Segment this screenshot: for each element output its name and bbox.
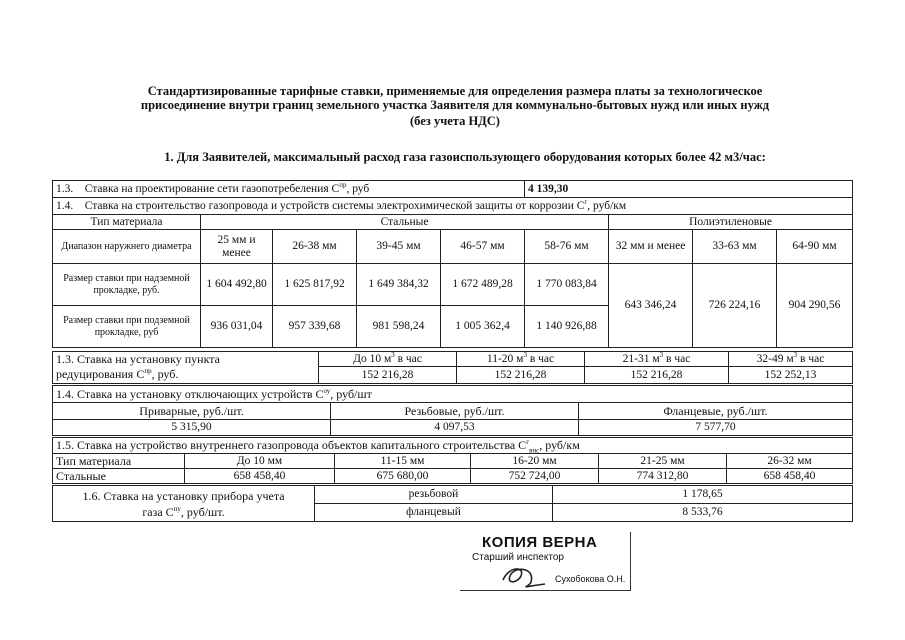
material-header: Тип материала (53, 215, 201, 230)
poly-size-cell: 33-63 мм (693, 230, 777, 264)
above-ground-label: Размер ставки при надземной прокладке, руб. (53, 264, 201, 306)
doc-title-line3: (без учета НДС) (410, 114, 500, 128)
design-rate-label: 1.3. Ставка на проектирование сети газопотребеления $С^{пр}$, руб (53, 181, 525, 198)
signature-mark (495, 562, 555, 590)
poly-value: 726 224,16 (693, 264, 777, 348)
internal-value: 658 458,40 (185, 469, 335, 484)
reducing-range: 32-49 $м^3$ в час (729, 352, 853, 367)
doc-title-line2: присоединение внутри границ земельного участка Заявителя для коммунально-бытовых нужд или иных нужд (140, 98, 770, 112)
steel-size-cell: 46-57 мм (441, 230, 525, 264)
reducing-value: 152 216,28 (319, 367, 457, 384)
steel-size-cell: 26-38 мм (273, 230, 357, 264)
internal-value: 675 680,00 (335, 469, 471, 484)
shutoff-label: 1.4. Ставка на установку отключающих устройств $С^{оу}$, руб/шт (53, 386, 853, 403)
internal-size: 11-15 мм (335, 454, 471, 469)
above-ground-value: 1 770 083,84 (525, 264, 609, 306)
stamp-name: Сухобокова О.Н. (555, 574, 626, 584)
steel-size-cell: 25 мм и менее (201, 230, 273, 264)
poly-size-cell: 32 мм и менее (609, 230, 693, 264)
internal-material: Стальные (53, 469, 185, 484)
reducing-value: 152 216,28 (457, 367, 585, 384)
doc-title-line1: Стандартизированные тарифные ставки, применяемые для определения размера платы за технологическое (147, 84, 763, 98)
poly-value: 904 290,56 (777, 264, 853, 348)
above-ground-value: 1 625 817,92 (273, 264, 357, 306)
shutoff-header: Приварные, руб./шт. (53, 403, 331, 420)
internal-material-header: Тип материала (53, 454, 185, 469)
internal-size: 16-20 мм (471, 454, 599, 469)
underground-value: 1 005 362,4 (441, 306, 525, 348)
internal-size: 21-25 мм (599, 454, 727, 469)
internal-value: 658 458,40 (727, 469, 853, 484)
meter-type: резьбовой (315, 486, 553, 504)
steel-header: Стальные (201, 215, 609, 230)
above-ground-value: 1 672 489,28 (441, 264, 525, 306)
above-ground-value: 1 649 384,32 (357, 264, 441, 306)
meter-value: 1 178,65 (553, 486, 853, 504)
row-material-type (53, 215, 853, 230)
underground-value: 936 031,04 (201, 306, 273, 348)
row-above-ground (53, 264, 853, 306)
certified-copy-stamp (460, 532, 631, 591)
shutoff-value: 4 097,53 (331, 420, 579, 436)
above-ground-value: 1 604 492,80 (201, 264, 273, 306)
reducing-value: 152 252,13 (729, 367, 853, 384)
poly-value: 643 346,24 (609, 264, 693, 348)
reducing-range: 21-31 $м^3$ в час (585, 352, 729, 367)
reducing-range: До 10 $м^3$ в час (319, 352, 457, 367)
meter-type: фланцевый (315, 504, 553, 522)
design-rate-value: 4 139,30 (525, 181, 853, 198)
row-1-3-design (53, 181, 853, 198)
meter-label: 1.6. Ставка на установку прибора учета газа $С^{пу}$, руб/шт. (53, 486, 315, 522)
tariff-table-pipes (52, 180, 853, 348)
poly-size-cell: 64-90 мм (777, 230, 853, 264)
tariff-table-internal (52, 437, 853, 484)
underground-value: 957 339,68 (273, 306, 357, 348)
internal-size: До 10 мм (185, 454, 335, 469)
internal-label: 1.5. Ставка на устройство внутреннего газопровода объектов капитального строительства $С^г_{внс}$, руб/км (53, 438, 853, 454)
row-1-4-construction (53, 198, 853, 215)
internal-size: 26-32 мм (727, 454, 853, 469)
steel-size-cell: 58-76 мм (525, 230, 609, 264)
tariff-table-reducing (52, 351, 853, 384)
meter-value: 8 533,76 (553, 504, 853, 522)
tariff-table-shutoff (52, 385, 853, 436)
shutoff-header: Резьбовые, руб./шт. (331, 403, 579, 420)
construction-rate-label: 1.4. Ставка на строительство газопровода и устройств системы электрохимической защиты от коррозии $С^г$, руб/км (53, 198, 853, 215)
internal-value: 752 724,00 (471, 469, 599, 484)
underground-label: Размер ставки при подземной прокладке, руб (53, 306, 201, 348)
section-subtitle: 1. Для Заявителей, максимальный расход газа газоиспользующего оборудования которых более 42 м3/час: (164, 150, 766, 164)
diameter-label: Диапазон наружнего диаметра (53, 230, 201, 264)
reducing-value: 152 216,28 (585, 367, 729, 384)
underground-value: 1 140 926,88 (525, 306, 609, 348)
shutoff-value: 5 315,90 (53, 420, 331, 436)
steel-size-cell: 39-45 мм (357, 230, 441, 264)
underground-value: 981 598,24 (357, 306, 441, 348)
internal-value: 774 312,80 (599, 469, 727, 484)
tariff-table-meter (52, 485, 853, 522)
reducing-range: 11-20 $м^3$ в час (457, 352, 585, 367)
stamp-role: Старший инспектор (472, 552, 564, 563)
reducing-label-line1: 1.3. Ставка на установку пункта (53, 352, 319, 367)
stamp-title: КОПИЯ ВЕРНА (482, 534, 598, 551)
reducing-label-line2: редуцирования $С^{пр}$, руб. (53, 367, 319, 384)
shutoff-value: 7 577,70 (579, 420, 853, 436)
row-diameter (53, 230, 853, 264)
shutoff-header: Фланцевые, руб./шт. (579, 403, 853, 420)
poly-header: Полиэтиленовые (609, 215, 853, 230)
